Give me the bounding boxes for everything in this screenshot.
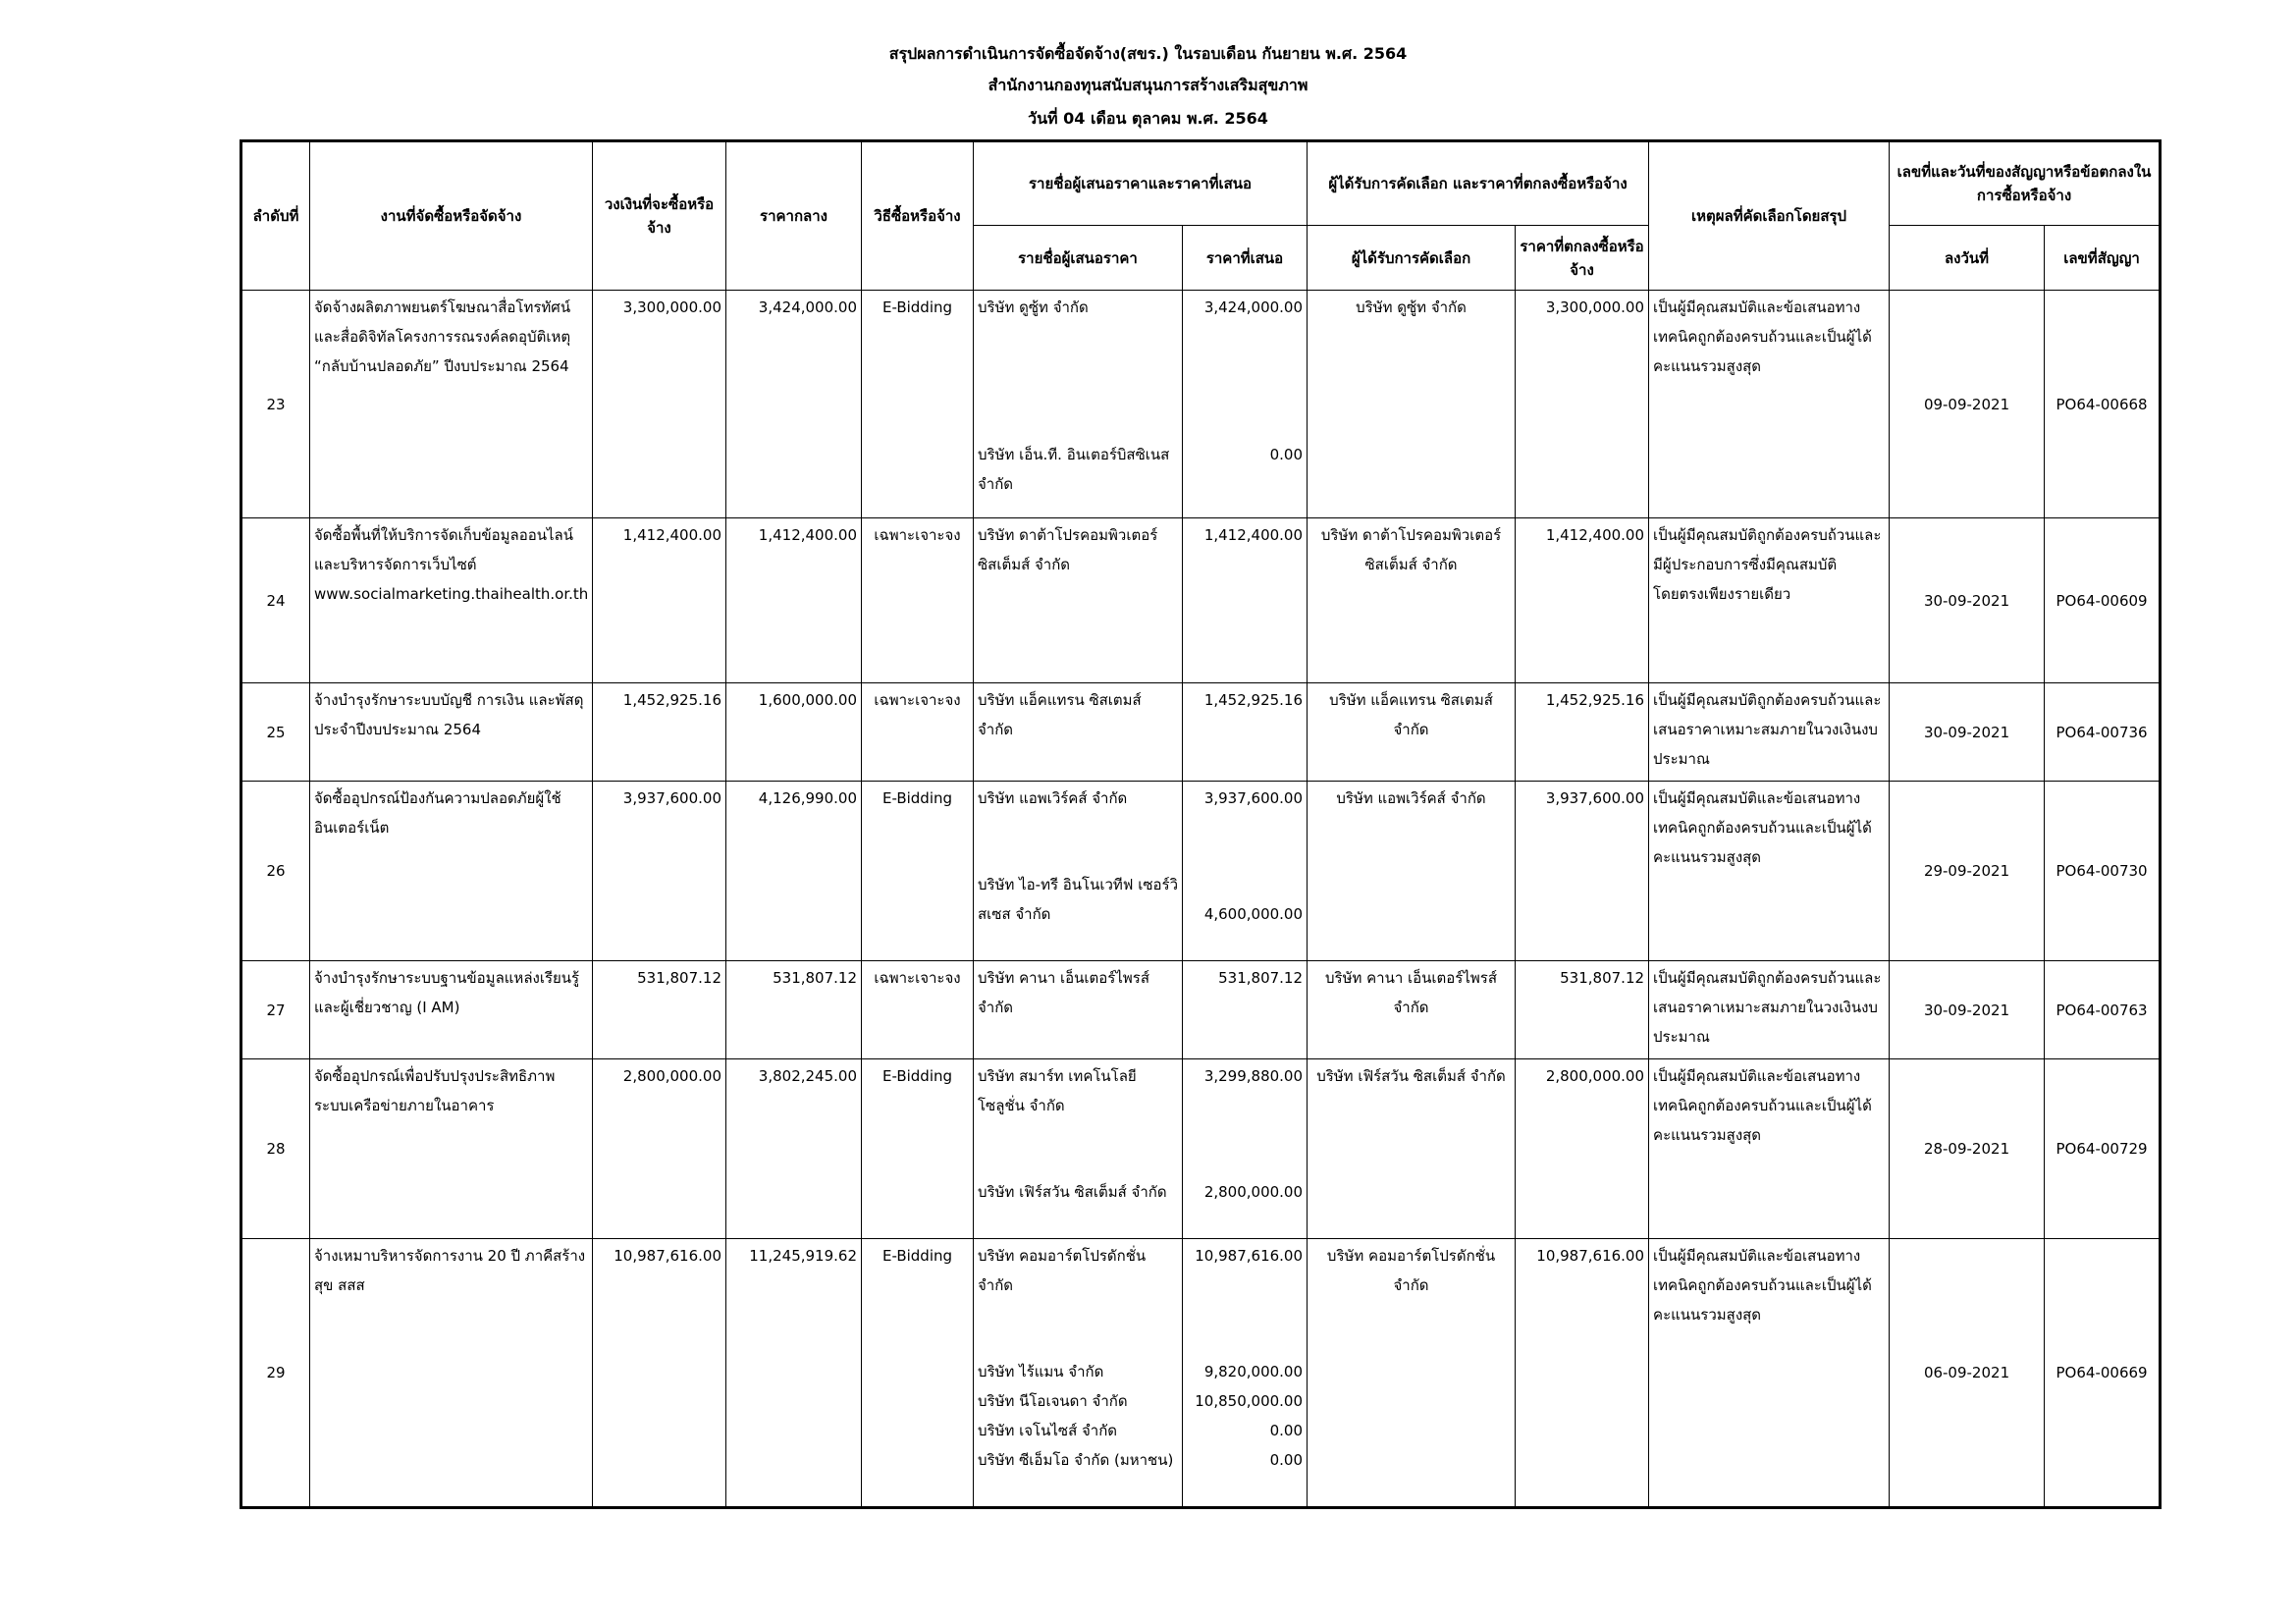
contract-date: 06-09-2021 — [1890, 1239, 2045, 1508]
table-row — [241, 782, 2161, 961]
selected-vendor: บริษัท แอพเวิร์คส์ จำกัด — [1308, 782, 1516, 961]
table-row — [241, 518, 2161, 683]
table-body — [241, 291, 2161, 1508]
budget-amount: 3,937,600.00 — [593, 782, 726, 961]
bidder-name: บริษัท แอ็คแทรน ซิสเตมส์ จำกัด — [978, 691, 1142, 738]
selection-reason: เป็นผู้มีคุณสมบัติและข้อเสนอทางเทคนิคถูกต้องครบถ้วนและเป็นผู้ได้คะแนนรวมสูงสุด — [1649, 782, 1890, 961]
bidder-name: บริษัท เฟิร์สวัน ซิสเต็มส์ จำกัด — [978, 1183, 1167, 1201]
bidder-names — [974, 291, 1183, 518]
col-median: ราคากลาง — [726, 141, 862, 291]
selected-vendor: บริษัท ดาต้าโปรคอมพิวเตอร์ ซิสเต็มส์ จำกัด — [1308, 518, 1516, 683]
bidder-names — [974, 1239, 1183, 1508]
organization-name: สำนักงานกองทุนสนับสนุนการสร้างเสริมสุขภาพ — [988, 76, 1308, 94]
agreed-price: 10,987,616.00 — [1516, 1239, 1649, 1508]
agreed-price: 3,937,600.00 — [1516, 782, 1649, 961]
contract-date: 30-09-2021 — [1890, 961, 2045, 1059]
bidder-name: บริษัท คานา เอ็นเตอร์ไพรส์ จำกัด — [978, 969, 1149, 1016]
procurement-table — [240, 139, 2162, 1509]
bidder-price: 3,937,600.00 — [1203, 789, 1304, 807]
bidder-price: 3,299,880.00 — [1203, 1067, 1304, 1085]
contract-number: PO64-00729 — [2045, 1059, 2161, 1239]
col-reason: เหตุผลที่คัดเลือกโดยสรุป — [1649, 141, 1890, 291]
contract-number: PO64-00609 — [2045, 518, 2161, 683]
work-description: จัดจ้างผลิตภาพยนตร์โฆษณาสื่อโทรทัศน์และสื่อดิจิทัลโครงการรณรงค์ลดอุบัติเหตุ “กลับบ้านปลอดภัย” ปีงบประมาณ 2564 — [310, 291, 593, 518]
selection-reason: เป็นผู้มีคุณสมบัติถูกต้องครบถ้วนและเสนอราคาเหมาะสมภายในวงเงินงบประมาณ — [1649, 683, 1890, 782]
row-number: 28 — [241, 1059, 310, 1239]
work-description: จัดซื้ออุปกรณ์ป้องกันความปลอดภัยผู้ใช้อินเตอร์เน็ต — [310, 782, 593, 961]
row-number: 23 — [241, 291, 310, 518]
bidder-price: 0.00 — [1269, 446, 1304, 463]
table-row — [241, 291, 2161, 518]
bidder-names — [974, 518, 1183, 683]
selected-vendor: บริษัท เฟิร์สวัน ซิสเต็มส์ จำกัด — [1308, 1059, 1516, 1239]
col-bidders-group: รายชื่อผู้เสนอราคาและราคาที่เสนอ — [974, 141, 1308, 226]
procurement-method: เฉพาะเจาะจง — [862, 683, 974, 782]
bidder-name: บริษัท เจโนไซส์ จำกัด — [978, 1422, 1118, 1439]
col-bid-price: ราคาที่เสนอ — [1183, 226, 1308, 291]
selected-vendor: บริษัท คานา เอ็นเตอร์ไพรส์ จำกัด — [1308, 961, 1516, 1059]
bidder-name: บริษัท แอพเวิร์คส์ จำกัด — [978, 789, 1128, 807]
row-number: 24 — [241, 518, 310, 683]
agreed-price: 531,807.12 — [1516, 961, 1649, 1059]
agreed-price: 1,412,400.00 — [1516, 518, 1649, 683]
bidder-price: 0.00 — [1269, 1451, 1304, 1469]
median-price: 11,245,919.62 — [726, 1239, 862, 1508]
median-price: 531,807.12 — [726, 961, 862, 1059]
procurement-method: E-Bidding — [862, 1059, 974, 1239]
bidder-name: บริษัท ดาต้าโปรคอมพิวเตอร์ ซิสเต็มส์ จำกัด — [978, 526, 1158, 573]
col-date: ลงวันที่ — [1890, 226, 2045, 291]
col-budget: วงเงินที่จะซื้อหรือจ้าง — [593, 141, 726, 291]
col-no: ลำดับที่ — [241, 141, 310, 291]
work-description: จัดซื้ออุปกรณ์เพื่อปรับปรุงประสิทธิภาพระบบเครือข่ายภายในอาคาร — [310, 1059, 593, 1239]
selection-reason: เป็นผู้มีคุณสมบัติถูกต้องครบถ้วนและมีผู้ประกอบการซึ่งมีคุณสมบัติโดยตรงเพียงรายเดียว — [1649, 518, 1890, 683]
bidder-name: บริษัท ไร้แมน จำกัด — [978, 1363, 1104, 1380]
table-row — [241, 683, 2161, 782]
selection-reason: เป็นผู้มีคุณสมบัติและข้อเสนอทางเทคนิคถูกต้องครบถ้วนและเป็นผู้ได้คะแนนรวมสูงสุด — [1649, 1239, 1890, 1508]
bidder-price: 531,807.12 — [1218, 969, 1304, 987]
budget-amount: 1,452,925.16 — [593, 683, 726, 782]
contract-number: PO64-00736 — [2045, 683, 2161, 782]
bidder-prices — [1183, 291, 1308, 518]
bidder-price: 3,424,000.00 — [1203, 298, 1304, 316]
median-price: 3,424,000.00 — [726, 291, 862, 518]
col-agreed-price: ราคาที่ตกลงซื้อหรือจ้าง — [1516, 226, 1649, 291]
selection-reason: เป็นผู้มีคุณสมบัติและข้อเสนอทางเทคนิคถูกต้องครบถ้วนและเป็นผู้ได้คะแนนรวมสูงสุด — [1649, 1059, 1890, 1239]
budget-amount: 531,807.12 — [593, 961, 726, 1059]
bidder-name: บริษัท ซีเอ็มโอ จำกัด (มหาชน) — [978, 1451, 1174, 1469]
table-row — [241, 1239, 2161, 1508]
procurement-method: E-Bidding — [862, 1239, 974, 1508]
contract-number: PO64-00669 — [2045, 1239, 2161, 1508]
work-description: จัดซื้อพื้นที่ให้บริการจัดเก็บข้อมูลออนไลน์ และบริหารจัดการเว็บไซต์ www.socialmarketing.thaihealth.or.th — [310, 518, 593, 683]
median-price: 1,600,000.00 — [726, 683, 862, 782]
budget-amount: 1,412,400.00 — [593, 518, 726, 683]
procurement-method: เฉพาะเจาะจง — [862, 518, 974, 683]
contract-date: 30-09-2021 — [1890, 683, 2045, 782]
procurement-method: E-Bidding — [862, 291, 974, 518]
contract-number: PO64-00730 — [2045, 782, 2161, 961]
col-selected-name: ผู้ได้รับการคัดเลือก — [1308, 226, 1516, 291]
bidder-price: 10,987,616.00 — [1195, 1247, 1304, 1265]
contract-date: 29-09-2021 — [1890, 782, 2045, 961]
col-contract-group: เลขที่และวันที่ของสัญญาหรือข้อตกลงในการซื้อหรือจ้าง — [1890, 141, 2161, 226]
contract-date: 28-09-2021 — [1890, 1059, 2045, 1239]
col-contract-no: เลขที่สัญญา — [2045, 226, 2161, 291]
budget-amount: 10,987,616.00 — [593, 1239, 726, 1508]
bidder-name: บริษัท เอ็น.ที. อินเตอร์บิสซิเนส จำกัด — [978, 446, 1170, 493]
bidder-name: บริษัท นีโอเจนดา จำกัด — [978, 1392, 1128, 1410]
row-number: 29 — [241, 1239, 310, 1508]
selected-vendor: บริษัท ดูซู้ท จำกัด — [1308, 291, 1516, 518]
col-method: วิธีซื้อหรือจ้าง — [862, 141, 974, 291]
bidder-prices — [1183, 782, 1308, 961]
bidder-prices — [1183, 683, 1308, 782]
median-price: 3,802,245.00 — [726, 1059, 862, 1239]
procurement-method: E-Bidding — [862, 782, 974, 961]
row-number: 27 — [241, 961, 310, 1059]
bidder-prices — [1183, 1239, 1308, 1508]
agreed-price: 1,452,925.16 — [1516, 683, 1649, 782]
bidder-name: บริษัท สมาร์ท เทคโนโลยี โซลูชั่น จำกัด — [978, 1067, 1137, 1114]
bidder-name: บริษัท ไอ-ทรี อินโนเวทีฟ เซอร์วิสเซส จำกัด — [978, 876, 1178, 923]
agreed-price: 3,300,000.00 — [1516, 291, 1649, 518]
bidder-prices — [1183, 961, 1308, 1059]
selected-vendor: บริษัท แอ็คแทรน ซิสเตมส์ จำกัด — [1308, 683, 1516, 782]
budget-amount: 2,800,000.00 — [593, 1059, 726, 1239]
report-title: สรุปผลการดำเนินการจัดซื้อจัดจ้าง(สขร.) ในรอบเดือน กันยายน พ.ศ. 2564 — [888, 44, 1408, 63]
work-description: จ้างบำรุงรักษาระบบบัญชี การเงิน และพัสดุ ประจำปีงบประมาณ 2564 — [310, 683, 593, 782]
selection-reason: เป็นผู้มีคุณสมบัติและข้อเสนอทางเทคนิคถูกต้องครบถ้วนและเป็นผู้ได้คะแนนรวมสูงสุด — [1649, 291, 1890, 518]
median-price: 1,412,400.00 — [726, 518, 862, 683]
row-number: 25 — [241, 683, 310, 782]
col-bidder-name: รายชื่อผู้เสนอราคา — [974, 226, 1183, 291]
bidder-price: 9,820,000.00 — [1203, 1363, 1304, 1380]
selected-vendor: บริษัท คอมอาร์ตโปรดักชั่น จำกัด — [1308, 1239, 1516, 1508]
agreed-price: 2,800,000.00 — [1516, 1059, 1649, 1239]
bidder-price: 10,850,000.00 — [1195, 1392, 1304, 1410]
contract-number: PO64-00668 — [2045, 291, 2161, 518]
bidder-price: 1,412,400.00 — [1203, 526, 1304, 544]
col-work: งานที่จัดซื้อหรือจัดจ้าง — [310, 141, 593, 291]
bidder-price: 2,800,000.00 — [1203, 1183, 1304, 1201]
contract-date: 30-09-2021 — [1890, 518, 2045, 683]
bidder-price: 0.00 — [1269, 1422, 1304, 1439]
bidder-price: 4,600,000.00 — [1203, 905, 1304, 923]
report-date: วันที่ 04 เดือน ตุลาคม พ.ศ. 2564 — [1028, 109, 1268, 128]
contract-date: 09-09-2021 — [1890, 291, 2045, 518]
bidder-prices — [1183, 1059, 1308, 1239]
col-selected-group: ผู้ได้รับการคัดเลือก และราคาที่ตกลงซื้อหรือจ้าง — [1308, 141, 1649, 226]
bidder-name: บริษัท คอมอาร์ตโปรดักชั่น จำกัด — [978, 1247, 1147, 1294]
work-description: จ้างบำรุงรักษาระบบฐานข้อมูลแหล่งเรียนรู้ และผู้เชี่ยวชาญ (I AM) — [310, 961, 593, 1059]
median-price: 4,126,990.00 — [726, 782, 862, 961]
budget-amount: 3,300,000.00 — [593, 291, 726, 518]
bidder-name: บริษัท ดูซู้ท จำกัด — [978, 298, 1089, 316]
bidder-names — [974, 1059, 1183, 1239]
contract-number: PO64-00763 — [2045, 961, 2161, 1059]
bidder-price: 1,452,925.16 — [1203, 691, 1304, 709]
procurement-method: เฉพาะเจาะจง — [862, 961, 974, 1059]
table-row — [241, 1059, 2161, 1239]
table-row — [241, 961, 2161, 1059]
bidder-names — [974, 683, 1183, 782]
bidder-names — [974, 782, 1183, 961]
row-number: 26 — [241, 782, 310, 961]
bidder-prices — [1183, 518, 1308, 683]
selection-reason: เป็นผู้มีคุณสมบัติถูกต้องครบถ้วนและเสนอราคาเหมาะสมภายในวงเงินงบประมาณ — [1649, 961, 1890, 1059]
bidder-names — [974, 961, 1183, 1059]
work-description: จ้างเหมาบริหารจัดการงาน 20 ปี ภาคีสร้างสุข สสส — [310, 1239, 593, 1508]
